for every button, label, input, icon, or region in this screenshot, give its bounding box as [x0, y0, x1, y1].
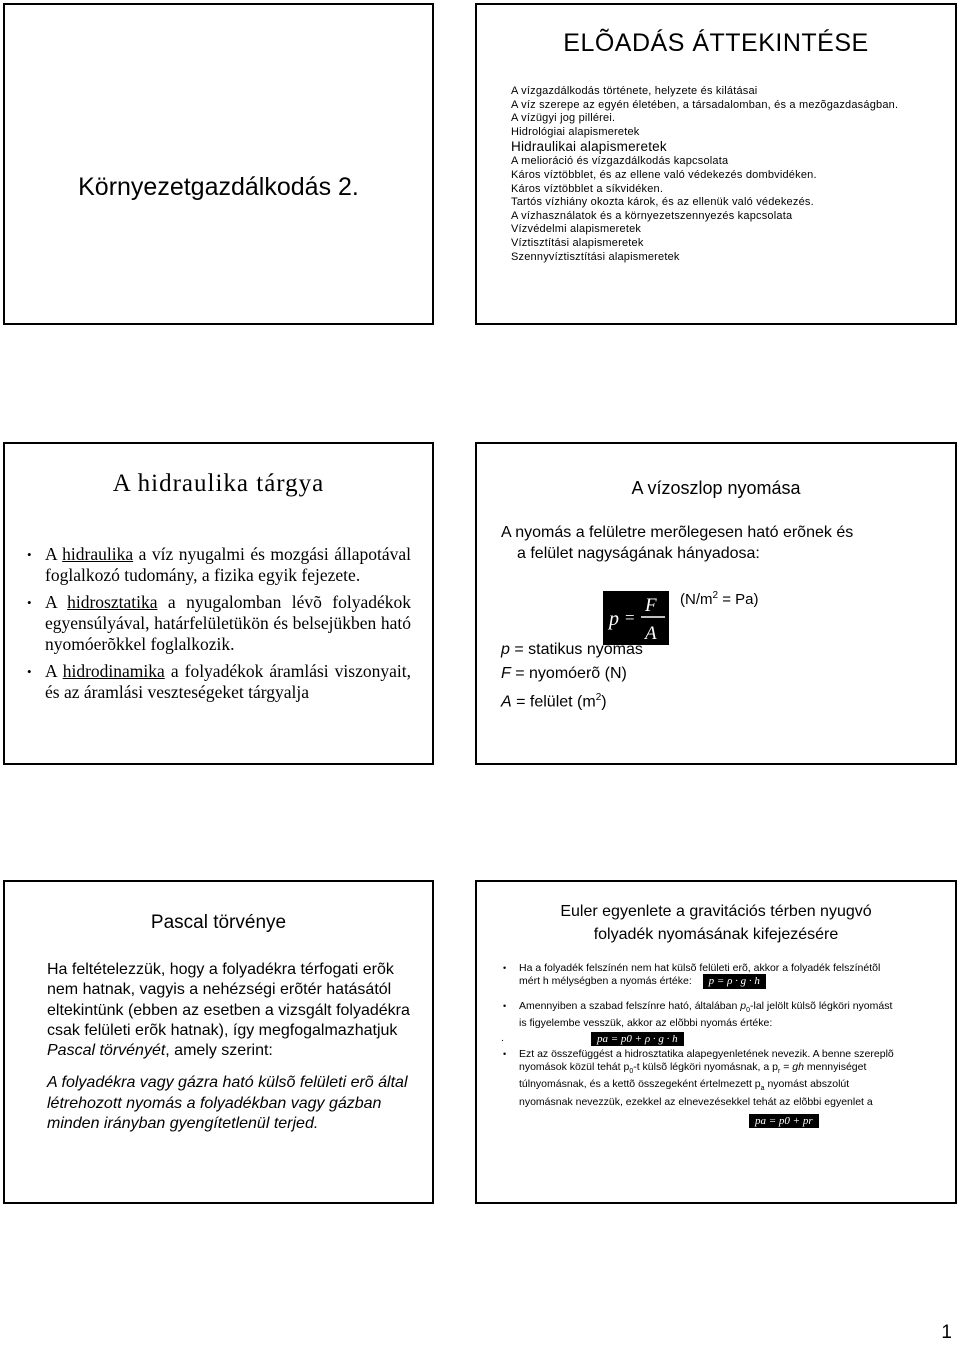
- text: nyomást abszolút nyomásnak nevezzük, ezekkel az elnevezésekkel tehát az elõbbi egyenlet a: [519, 1078, 873, 1108]
- text: = felület (m: [511, 693, 596, 711]
- formula-denominator: A: [645, 623, 657, 644]
- bullet-item: [27, 592, 411, 655]
- list-item: A vízgazdálkodás története, helyzete és kilátásai: [511, 85, 758, 97]
- equation: pa = p0 + ρ · g · h: [591, 1032, 684, 1046]
- pressure-formula: [603, 591, 669, 645]
- subscript: 0: [629, 1067, 634, 1075]
- text: A: [45, 661, 63, 681]
- slide-title: [477, 900, 955, 946]
- variable-p: [501, 638, 643, 662]
- bullet-icon: •: [503, 1049, 507, 1060]
- term: hidraulika: [62, 544, 134, 564]
- subscript: r: [777, 1067, 781, 1075]
- formula-equals: =: [625, 608, 635, 627]
- equation: p = ρ · g · h: [703, 974, 766, 988]
- text: =: [780, 1060, 793, 1073]
- list-item: A vízügyi jog pillérei.: [511, 112, 616, 125]
- symbol: p: [501, 641, 510, 658]
- bullet-icon: •: [27, 547, 32, 562]
- bullet-item: [27, 661, 411, 703]
- list-item: A vízhasználatok és a környezetszennyezés kapcsolata: [511, 209, 793, 222]
- text: (N/m: [680, 591, 713, 608]
- title-line: Euler egyenlete a gravitációs térben nyugvó: [560, 903, 872, 920]
- subscript: a: [760, 1085, 765, 1093]
- bullet-item: [501, 962, 901, 989]
- symbol: p: [740, 999, 747, 1012]
- slide-title: Pascal törvénye: [150, 912, 287, 933]
- text: ): [601, 693, 607, 711]
- list-item: A melioráció és vízgazdálkodás kapcsolata: [511, 155, 729, 168]
- slide-3: [3, 442, 434, 765]
- text: Amennyiben a szabad felszínre ható, általában: [519, 999, 741, 1012]
- slide-title: ELÕADÁS ÁTTEKINTÉSE: [563, 29, 869, 57]
- slide-body: [47, 960, 427, 1134]
- emphasis: Pascal törvényét: [47, 1042, 166, 1060]
- symbol: A: [501, 693, 512, 711]
- list-item: Szennyvíztisztítási alapismeretek: [511, 250, 680, 263]
- text: .: [501, 1031, 504, 1044]
- subscript: 0: [746, 1006, 750, 1014]
- symbol: F: [501, 665, 511, 682]
- term: hidrodinamika: [62, 661, 165, 681]
- slide-2: [475, 3, 957, 325]
- text: -lal jelölt külsõ légköri nyomást is figyelembe vesszük, akkor az elõbbi nyomás értéke:: [519, 999, 893, 1030]
- slide-title: A hidraulika tárgya: [112, 470, 325, 497]
- bullet-icon: •: [27, 664, 32, 679]
- bullet-list: [501, 962, 901, 1128]
- variable-F: [501, 662, 643, 686]
- text: -t külsõ légköri nyomásnak, a p: [633, 1060, 778, 1073]
- formula-numerator: F: [645, 595, 657, 616]
- bullet-item: [501, 1000, 901, 1030]
- equation: pa = p0 + pr: [749, 1114, 819, 1128]
- slide-6: [475, 880, 957, 1204]
- list-item: Vízvédelmi alapismeretek: [511, 223, 642, 236]
- list-item: Hidraulikai alapismeretek: [511, 139, 667, 155]
- list-item: Káros víztöbblet, és az ellene való védekezés dombvidéken.: [511, 168, 817, 181]
- variable-list: [501, 638, 643, 714]
- bullet-item: [27, 544, 411, 586]
- outline-list: [511, 85, 947, 264]
- exponent: 2: [595, 692, 602, 703]
- bullet-icon: •: [503, 963, 507, 973]
- text: Ha feltételezzük, hogy a folyadékra térfogati erõk nem hatnak, vagyis a nehézségi erõtér hatásától eltekintünk (ebben az esetben a vizsgált folyadékra csak felületi erõk hatnak), így megfogalmazhatjuk: [47, 961, 410, 1039]
- list-item: Tartós vízhiány okozta károk, és az ellenük való védekezés.: [511, 196, 814, 209]
- equation-row: [501, 1114, 901, 1128]
- text: , amely szerint:: [165, 1042, 273, 1060]
- bullet-item: [501, 1048, 901, 1108]
- text: Ezt az összefüggést a hidrosztatika alapegyenletének nevezik. A benne szereplõ nyomások közül tehát p: [519, 1048, 894, 1073]
- slide-title: A vízoszlop nyomása: [631, 478, 801, 498]
- text: a nyugalomban lévõ folyadékok egyensúlyával, határfelületükön és belsejükben ható nyomóerõkkel foglalkozik.: [45, 592, 411, 654]
- list-item: A víz szerepe az egyén életében, a társadalomban, és a mezõgazdaságban.: [511, 98, 899, 111]
- text: a víz nyugalmi és mozgási állapotával foglalkozó tudomány, a fizika egyik fejezete.: [45, 544, 411, 585]
- text: mennyiséget túlnyomásnak, és a kettõ összegeként értelmezett p: [519, 1060, 867, 1091]
- variable-A: [501, 686, 643, 714]
- definition-line: A nyomás a felületre merõlegesen ható erõnek és: [501, 524, 854, 541]
- text: = nyomóerõ (N): [510, 665, 627, 682]
- list-item: Víztisztítási alapismeretek: [511, 236, 644, 249]
- text: Ha a folyadék felszínén nem hat külsõ felületi erõ, akkor a folyadék felszínétõl mért h mélységben a nyomás értéke:: [519, 962, 881, 988]
- definition-text: [501, 522, 941, 564]
- law-statement: A folyadékra vagy gázra ható külsõ felületi erõ által létrehozott nyomás a folyadékban vagy gázban minden irányban gyengítetlenül terjed.: [47, 1074, 408, 1133]
- slide-1: [3, 3, 434, 325]
- slide-title: Környezetgazdálkodás 2.: [78, 173, 359, 201]
- list-item: Hidrológiai alapismeretek: [511, 125, 640, 138]
- bullet-icon: •: [503, 1000, 507, 1011]
- title-line: folyadék nyomásának kifejezésére: [593, 926, 839, 943]
- page-number: 1: [941, 1322, 952, 1343]
- unit-label: [680, 590, 759, 608]
- list-item: Káros víztöbblet a síkvidéken.: [511, 182, 664, 195]
- exponent: 2: [712, 590, 719, 601]
- text: A: [45, 592, 68, 612]
- text: = statikus nyomás: [509, 641, 643, 658]
- emphasis: gh: [792, 1060, 804, 1073]
- text: = Pa): [718, 591, 759, 608]
- bullet-icon: •: [27, 595, 32, 610]
- term: hidrosztatika: [67, 592, 158, 612]
- equation-row: [501, 1032, 901, 1046]
- formula-p: p: [609, 608, 619, 630]
- text: A: [45, 544, 63, 564]
- slide-5: [3, 880, 434, 1204]
- paragraph: [47, 960, 427, 1061]
- bullet-list: [27, 544, 411, 709]
- definition-line: a felület nagyságának hányadosa:: [517, 545, 760, 562]
- text: a folyadékok áramlási viszonyait, és az áramlási veszteségeket tárgyalja: [45, 661, 411, 702]
- slide-4: [475, 442, 957, 765]
